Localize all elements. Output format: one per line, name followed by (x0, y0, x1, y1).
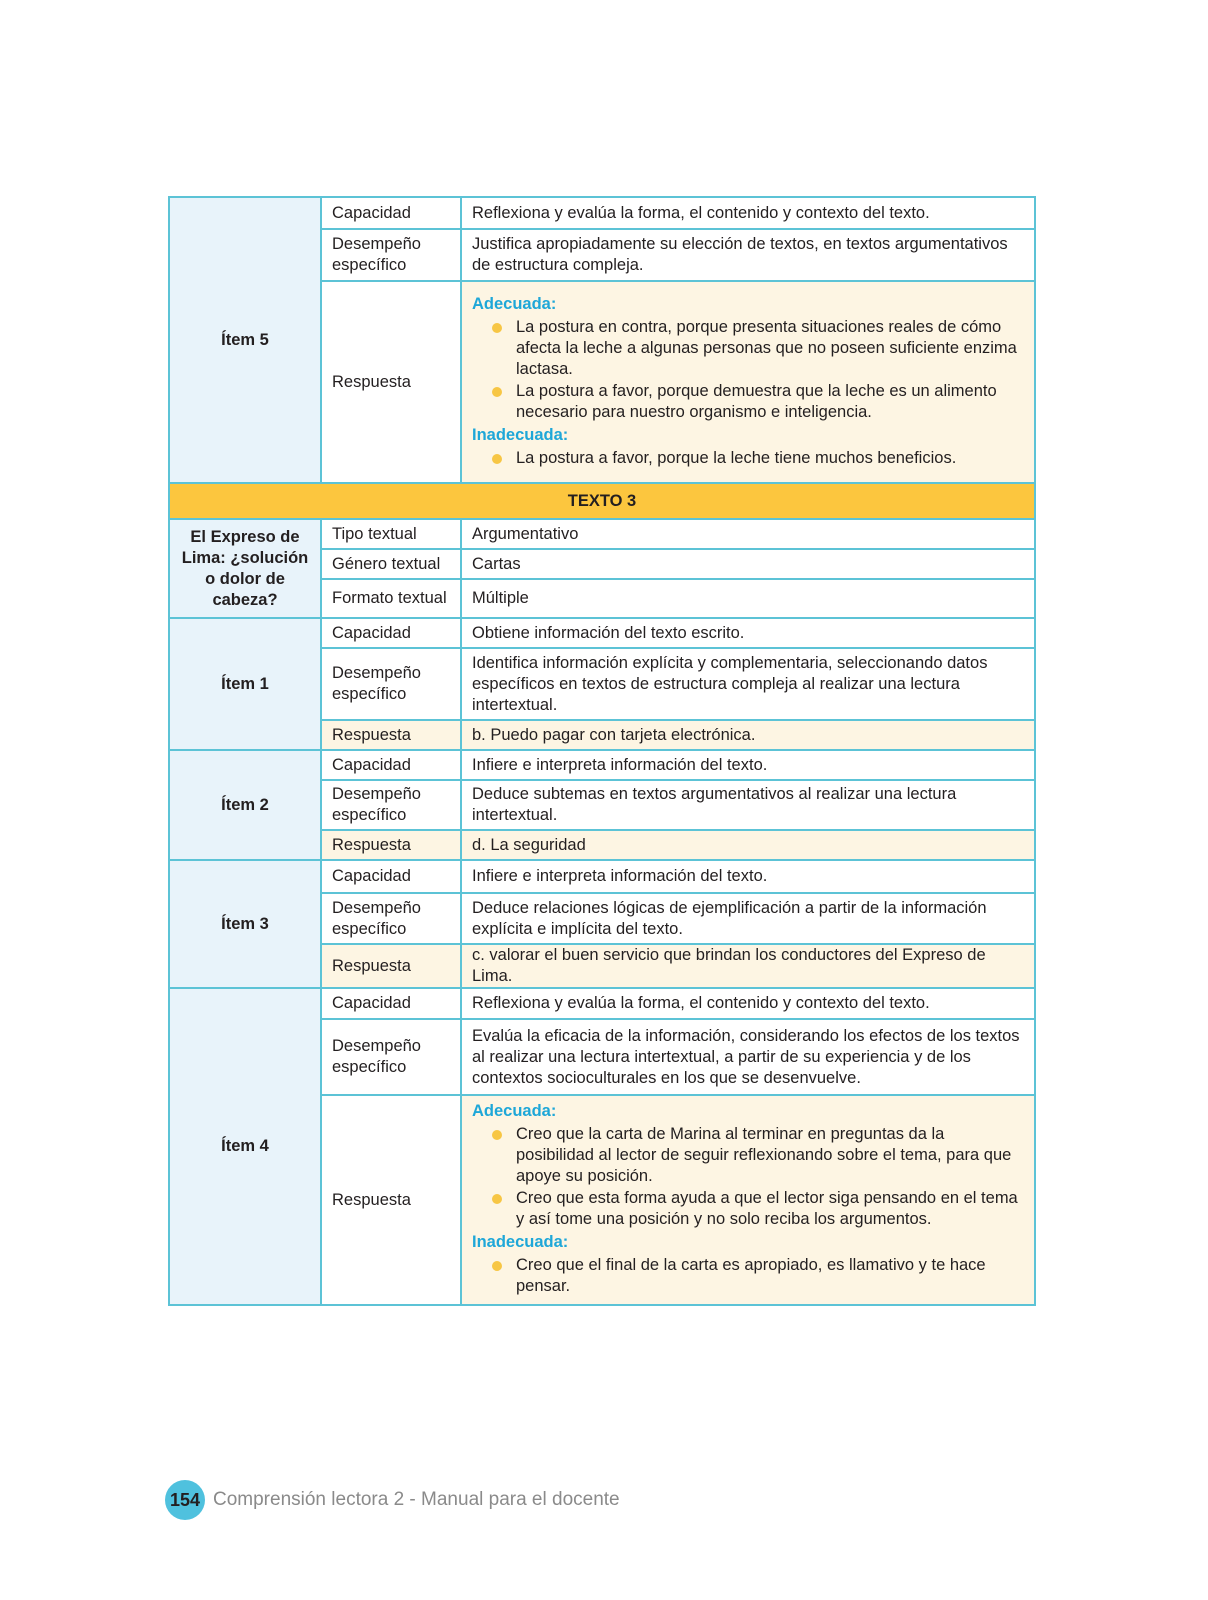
desempeno-value: Deduce subtemas en textos argumentativos al realizar una lectura intertextual. (461, 780, 1035, 830)
respuesta-label: Respuesta (321, 830, 461, 860)
capacidad-label: Capacidad (321, 860, 461, 893)
item2-title: Ítem 2 (169, 750, 321, 860)
capacidad-label: Capacidad (321, 988, 461, 1019)
desempeno-value: Deduce relaciones lógicas de ejemplificación a partir de la información explícita e implícita del texto. (461, 893, 1035, 944)
desempeno-label: Desempeño específico (321, 648, 461, 720)
desempeno-label: Desempeño específico (321, 1019, 461, 1095)
item3-capacidad-row (169, 860, 1035, 893)
item5-title: Ítem 5 (169, 197, 321, 483)
list-item: La postura en contra, porque presenta situaciones reales de cómo afecta la leche a algunas personas que no poseen suficiente enzima lactasa. (516, 317, 1024, 380)
list-item: Creo que la carta de Marina al terminar en preguntas da la posibilidad al lector de seguir reflexionando sobre el tema, para que apoye su posición. (516, 1124, 1024, 1187)
desempeno-value: Evalúa la eficacia de la información, considerando los efectos de los textos al realizar una lectura intertextual, a partir de su experiencia y de los contextos socioculturales en los que se desenvuelve. (461, 1019, 1035, 1095)
inadecuada-heading: Inadecuada: (472, 1233, 569, 1251)
formato-value: Múltiple (461, 579, 1035, 618)
respuesta-value: c. valorar el buen servicio que brindan los conductores del Expreso de Lima. (461, 944, 1035, 988)
page-footer (165, 1480, 620, 1520)
item1-title: Ítem 1 (169, 618, 321, 750)
desempeno-label: Desempeño específico (321, 893, 461, 944)
respuesta-value: b. Puedo pagar con tarjeta electrónica. (461, 720, 1035, 750)
page-number-badge: 154 (165, 1480, 205, 1520)
capacidad-value: Reflexiona y evalúa la forma, el contenido y contexto del texto. (461, 988, 1035, 1019)
adecuada-heading: Adecuada: (472, 1102, 557, 1120)
list-item: La postura a favor, porque la leche tiene muchos beneficios. (516, 448, 1024, 469)
desempeno-label: Desempeño específico (321, 780, 461, 830)
item1-capacidad-row (169, 618, 1035, 648)
item5-capacidad-row (169, 197, 1035, 229)
desempeno-label: Desempeño específico (321, 229, 461, 281)
list-item: La postura a favor, porque demuestra que la leche es un alimento necesario para nuestro organismo e inteligencia. (516, 381, 1024, 423)
inadecuada-list (472, 1255, 1024, 1297)
rubric-table (168, 196, 1036, 1306)
item3-title: Ítem 3 (169, 860, 321, 988)
genero-value: Cartas (461, 549, 1035, 579)
list-item: Creo que el final de la carta es apropiado, es llamativo y te hace pensar. (516, 1255, 1024, 1297)
inadecuada-list (472, 448, 1024, 469)
capacidad-value: Infiere e interpreta información del texto. (461, 750, 1035, 780)
capacidad-value: Infiere e interpreta información del texto. (461, 860, 1035, 893)
capacidad-label: Capacidad (321, 618, 461, 648)
text-title: El Expreso de Lima: ¿solución o dolor de cabeza? (169, 519, 321, 618)
respuesta-label: Respuesta (321, 720, 461, 750)
respuesta-label: Respuesta (321, 944, 461, 988)
list-item: Creo que esta forma ayuda a que el lector siga pensando en el tema y así tome una posición y no solo reciba los argumentos. (516, 1188, 1024, 1230)
genero-label: Género textual (321, 549, 461, 579)
item5-respuesta-value (461, 281, 1035, 483)
section-title: TEXTO 3 (169, 483, 1035, 519)
desempeno-value: Identifica información explícita y complementaria, seleccionando datos específicos en textos de estructura compleja al realizar una lectura intertextual. (461, 648, 1035, 720)
texto3-row (169, 483, 1035, 519)
tipo-label: Tipo textual (321, 519, 461, 549)
respuesta-value: d. La seguridad (461, 830, 1035, 860)
adecuada-heading: Adecuada: (472, 294, 557, 313)
desempeno-value: Justifica apropiadamente su elección de textos, en textos argumentativos de estructura compleja. (461, 229, 1035, 281)
item2-capacidad-row (169, 750, 1035, 780)
tipo-value: Argumentativo (461, 519, 1035, 549)
adecuada-list (472, 1124, 1024, 1230)
capacidad-value: Obtiene información del texto escrito. (461, 618, 1035, 648)
respuesta-label: Respuesta (321, 1095, 461, 1305)
item4-respuesta-value (461, 1095, 1035, 1305)
tipo-row (169, 519, 1035, 549)
item4-capacidad-row (169, 988, 1035, 1019)
formato-label: Formato textual (321, 579, 461, 618)
capacidad-label: Capacidad (321, 197, 461, 229)
adecuada-list (472, 317, 1024, 423)
capacidad-label: Capacidad (321, 750, 461, 780)
inadecuada-heading: Inadecuada: (472, 425, 569, 444)
respuesta-label: Respuesta (321, 281, 461, 483)
book-title: Comprensión lectora 2 - Manual para el docente (213, 1489, 620, 1510)
item4-title: Ítem 4 (169, 988, 321, 1305)
capacidad-value: Reflexiona y evalúa la forma, el contenido y contexto del texto. (461, 197, 1035, 229)
